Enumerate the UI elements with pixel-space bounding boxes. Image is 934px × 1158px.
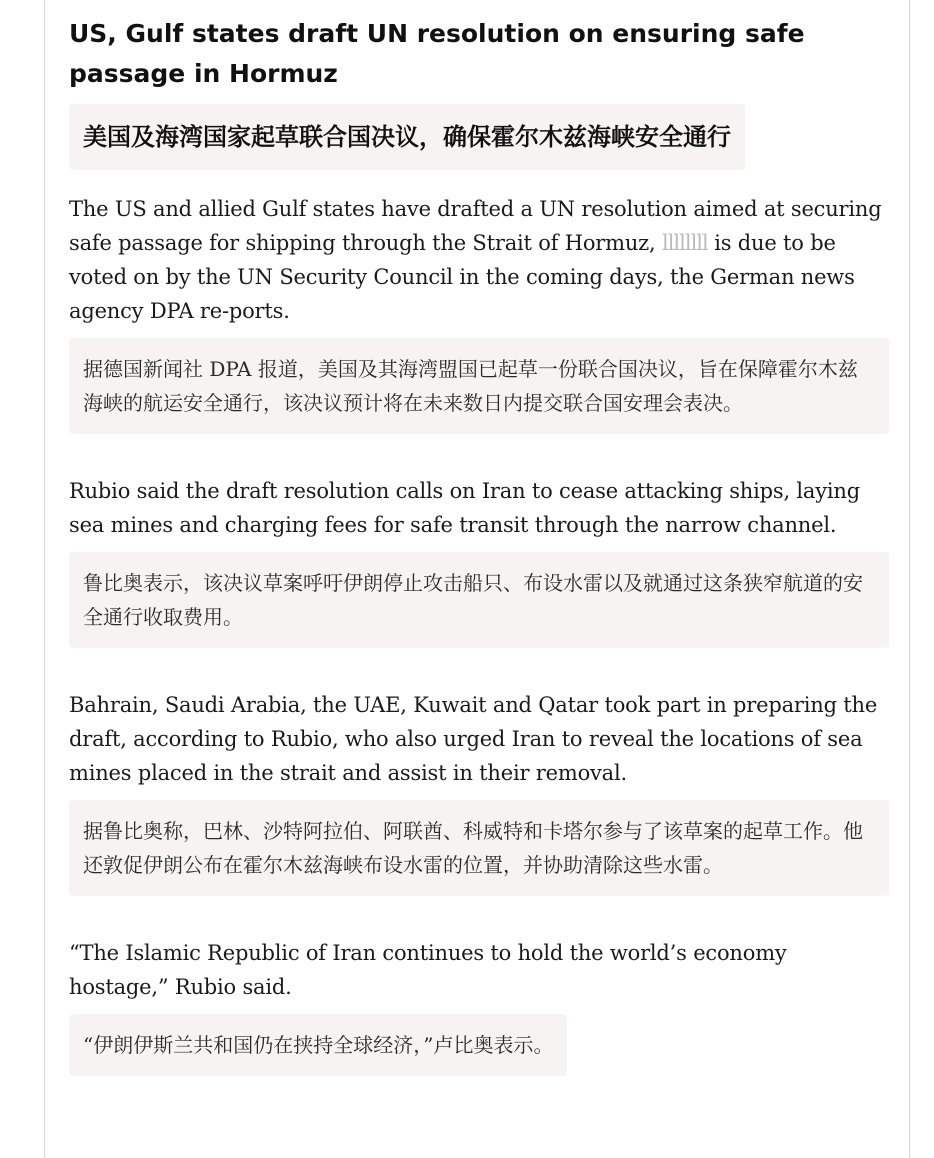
paragraph-cn-1: 据德国新闻社 DPA 报道，美国及其海湾盟国已起草一份联合国决议，旨在保障霍尔木兹海峡的航运安全通行，该决议预计将在未来数日内提交联合国安理会表决。 xyxy=(69,338,889,434)
paragraph-en-1 xyxy=(69,192,889,328)
paragraph-cn-3: 据鲁比奥称，巴林、沙特阿拉伯、阿联酋、科威特和卡塔尔参与了该草案的起草工作。他还敦促伊朗公布在霍尔木兹海峡布设水雷的位置，并协助清除这些水雷。 xyxy=(69,800,889,896)
article-title: US, Gulf states draft UN resolution on ensuring safe passage in Hormuz xyxy=(69,19,805,88)
paragraph-en-1-part2: is due to be voted on by the UN Security Council in the coming days, the German news agency DPA re-ports. xyxy=(69,231,855,323)
paragraph-en-3: Bahrain, Saudi Arabia, the UAE, Kuwait and Qatar took part in preparing the draft, according to Rubio, who also urged Iran to reveal the locations of sea mines placed in the strait and assist in their removal. xyxy=(69,693,878,785)
paragraph-en-4: “The Islamic Republic of Iran continues to hold the world’s economy hostage,” Rubio said. xyxy=(69,941,787,999)
paragraph-en-2: Rubio said the draft resolution calls on Iran to cease attacking ships, laying sea mines and charging fees for safe transit through the narrow channel. xyxy=(69,479,860,537)
blurred-text: llllllll xyxy=(662,231,708,255)
paragraph-en-1-part1: The US and allied Gulf states have drafted a UN resolution aimed at securing safe passage for shipping through the Strait of Hormuz, xyxy=(69,197,882,255)
article-page xyxy=(44,0,910,1158)
article-content xyxy=(69,14,889,1076)
paragraph-cn-4: “伊朗伊斯兰共和国仍在挟持全球经济，”卢比奥表示。 xyxy=(69,1014,567,1076)
article-title-translation: 美国及海湾国家起草联合国决议，确保霍尔木兹海峡安全通行 xyxy=(69,104,745,170)
paragraph-cn-2: 鲁比奥表示，该决议草案呼吁伊朗停止攻击船只、布设水雷以及就通过这条狭窄航道的安全通行收取费用。 xyxy=(69,552,889,648)
